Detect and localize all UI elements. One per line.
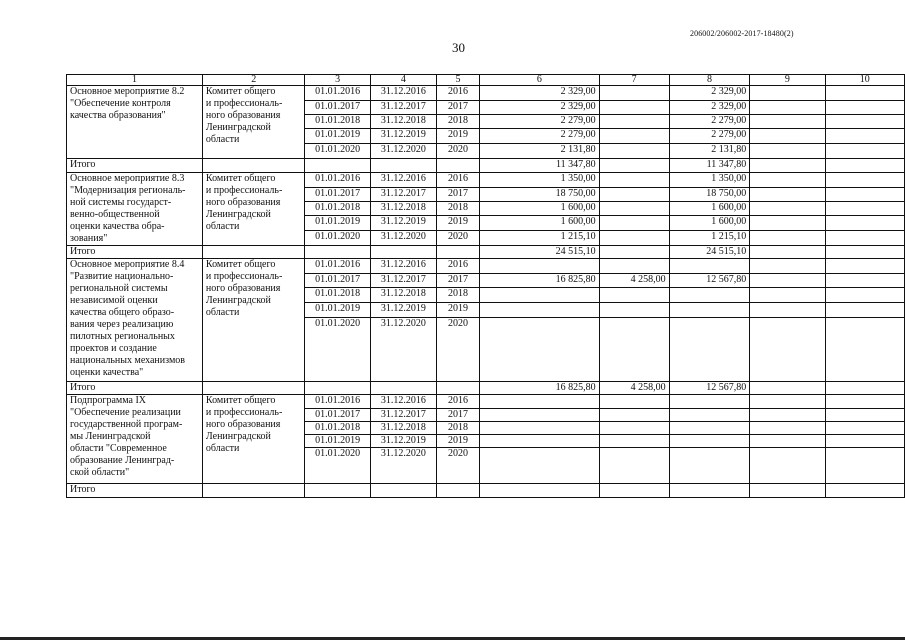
col9-cell [750,202,825,216]
year-cell: 2016 [436,173,479,188]
column-header: 4 [370,75,436,86]
col10-cell [825,86,904,101]
federal-amount-cell [599,395,669,409]
col9-cell [750,259,825,274]
start-date-cell: 01.01.2018 [305,115,370,129]
executor-cell: Комитет общего и профессиональ- ного образования Ленинградской области [202,259,305,382]
year-cell: 2020 [436,448,479,484]
federal-amount-cell [599,484,669,498]
total-amount-cell: 2 279,00 [480,115,599,129]
empty-cell [370,246,436,259]
regional-amount-cell: 12 567,80 [669,382,750,395]
total-label-cell: Итого [67,159,203,173]
table-row [67,173,905,188]
year-cell: 2018 [436,202,479,216]
regional-amount-cell [669,303,750,318]
end-date-cell: 31.12.2019 [370,303,436,318]
regional-amount-cell [669,259,750,274]
total-amount-cell: 2 329,00 [480,86,599,101]
total-amount-cell: 2 279,00 [480,129,599,144]
end-date-cell: 31.12.2016 [370,173,436,188]
executor-cell: Комитет общего и профессиональ- ного образования Ленинградской области [202,395,305,484]
total-amount-cell: 16 825,80 [480,274,599,288]
column-header: 8 [669,75,750,86]
total-amount-cell [480,303,599,318]
year-cell: 2018 [436,115,479,129]
column-header: 3 [305,75,370,86]
empty-cell [825,159,904,173]
start-date-cell: 01.01.2017 [305,274,370,288]
column-header: 1 [67,75,203,86]
regional-amount-cell: 2 329,00 [669,86,750,101]
year-cell: 2017 [436,188,479,202]
end-date-cell: 31.12.2020 [370,231,436,246]
column-numbers-row [67,75,905,86]
federal-amount-cell [599,115,669,129]
federal-amount-cell [599,202,669,216]
regional-amount-cell: 18 750,00 [669,188,750,202]
total-amount-cell: 16 825,80 [480,382,599,395]
total-amount-cell [480,422,599,435]
regional-amount-cell: 1 350,00 [669,173,750,188]
year-cell: 2020 [436,231,479,246]
col10-cell [825,144,904,159]
total-amount-cell: 1 350,00 [480,173,599,188]
regional-amount-cell: 12 567,80 [669,274,750,288]
year-cell: 2019 [436,129,479,144]
col10-cell [825,231,904,246]
federal-amount-cell [599,144,669,159]
federal-amount-cell [599,448,669,484]
start-date-cell: 01.01.2020 [305,318,370,382]
start-date-cell: 01.01.2019 [305,129,370,144]
col9-cell [750,188,825,202]
end-date-cell: 31.12.2020 [370,144,436,159]
federal-amount-cell [599,288,669,303]
regional-amount-cell: 11 347,80 [669,159,750,173]
col10-cell [825,129,904,144]
federal-amount-cell [599,259,669,274]
col9-cell [750,274,825,288]
start-date-cell: 01.01.2018 [305,422,370,435]
federal-amount-cell [599,159,669,173]
col10-cell [825,448,904,484]
total-row [67,246,905,259]
regional-amount-cell: 2 279,00 [669,129,750,144]
total-amount-cell: 1 600,00 [480,216,599,231]
end-date-cell: 31.12.2019 [370,435,436,448]
end-date-cell: 31.12.2017 [370,274,436,288]
column-header: 5 [436,75,479,86]
col9-cell [750,448,825,484]
year-cell: 2017 [436,274,479,288]
total-amount-cell: 11 347,80 [480,159,599,173]
empty-cell [436,484,479,498]
table-row [67,259,905,274]
year-cell: 2017 [436,409,479,422]
col10-cell [825,115,904,129]
federal-amount-cell [599,303,669,318]
empty-cell [202,159,305,173]
regional-amount-cell: 24 515,10 [669,246,750,259]
col9-cell [750,115,825,129]
empty-cell [202,246,305,259]
federal-amount-cell [599,129,669,144]
col9-cell [750,303,825,318]
total-amount-cell [480,395,599,409]
end-date-cell: 31.12.2016 [370,395,436,409]
year-cell: 2019 [436,303,479,318]
federal-amount-cell: 4 258,00 [599,274,669,288]
empty-cell [305,159,370,173]
col10-cell [825,216,904,231]
document-id: 206002/206002-2017-18480(2) [690,29,794,38]
year-cell: 2020 [436,318,479,382]
end-date-cell: 31.12.2017 [370,101,436,115]
col10-cell [825,274,904,288]
start-date-cell: 01.01.2017 [305,188,370,202]
total-amount-cell: 2 329,00 [480,101,599,115]
col10-cell [825,259,904,274]
end-date-cell: 31.12.2018 [370,422,436,435]
executor-cell: Комитет общего и профессиональ- ного образования Ленинградской области [202,86,305,159]
col10-cell [825,318,904,382]
end-date-cell: 31.12.2018 [370,288,436,303]
start-date-cell: 01.01.2019 [305,435,370,448]
col10-cell [825,173,904,188]
total-row [67,382,905,395]
regional-amount-cell [669,409,750,422]
empty-cell [202,382,305,395]
empty-cell [305,484,370,498]
start-date-cell: 01.01.2016 [305,86,370,101]
total-amount-cell [480,259,599,274]
regional-amount-cell: 2 131,80 [669,144,750,159]
start-date-cell: 01.01.2017 [305,409,370,422]
col9-cell [750,129,825,144]
start-date-cell: 01.01.2020 [305,231,370,246]
empty-cell [750,484,825,498]
col9-cell [750,216,825,231]
empty-cell [750,159,825,173]
regional-amount-cell [669,288,750,303]
year-cell: 2019 [436,216,479,231]
year-cell: 2016 [436,259,479,274]
regional-amount-cell: 2 279,00 [669,115,750,129]
start-date-cell: 01.01.2020 [305,448,370,484]
col9-cell [750,318,825,382]
page-number: 30 [452,40,465,55]
total-amount-cell [480,318,599,382]
federal-amount-cell [599,318,669,382]
col9-cell [750,144,825,159]
federal-amount-cell [599,101,669,115]
federal-amount-cell [599,409,669,422]
empty-cell [436,159,479,173]
end-date-cell: 31.12.2017 [370,188,436,202]
empty-cell [370,382,436,395]
column-header: 7 [599,75,669,86]
col9-cell [750,288,825,303]
col10-cell [825,188,904,202]
col10-cell [825,288,904,303]
empty-cell [436,246,479,259]
end-date-cell: 31.12.2016 [370,86,436,101]
total-amount-cell: 18 750,00 [480,188,599,202]
start-date-cell: 01.01.2018 [305,288,370,303]
total-amount-cell: 24 515,10 [480,246,599,259]
col9-cell [750,86,825,101]
col10-cell [825,422,904,435]
col9-cell [750,395,825,409]
end-date-cell: 31.12.2018 [370,202,436,216]
year-cell: 2018 [436,422,479,435]
year-cell: 2016 [436,395,479,409]
empty-cell [305,246,370,259]
federal-amount-cell [599,246,669,259]
table-row [67,86,905,101]
end-date-cell: 31.12.2019 [370,216,436,231]
year-cell: 2019 [436,435,479,448]
federal-amount-cell [599,435,669,448]
total-label-cell: Итого [67,382,203,395]
year-cell: 2016 [436,86,479,101]
federal-amount-cell [599,173,669,188]
federal-amount-cell: 4 258,00 [599,382,669,395]
col9-cell [750,435,825,448]
regional-amount-cell: 1 215,10 [669,231,750,246]
measure-name-cell: Основное мероприятие 8.2 "Обеспечение контроля качества образования" [67,86,203,159]
table-row [67,395,905,409]
regional-amount-cell [669,435,750,448]
total-label-cell: Итого [67,246,203,259]
regional-amount-cell: 1 600,00 [669,216,750,231]
federal-amount-cell [599,422,669,435]
col10-cell [825,435,904,448]
col10-cell [825,101,904,115]
year-cell: 2018 [436,288,479,303]
total-amount-cell [480,448,599,484]
start-date-cell: 01.01.2019 [305,216,370,231]
col10-cell [825,202,904,216]
empty-cell [370,159,436,173]
empty-cell [436,382,479,395]
col10-cell [825,395,904,409]
start-date-cell: 01.01.2019 [305,303,370,318]
regional-amount-cell [669,422,750,435]
measure-name-cell: Основное мероприятие 8.3 "Модернизация региональ- ной системы государст- венно-общественной оценки качества обра- зования" [67,173,203,246]
col10-cell [825,409,904,422]
regional-amount-cell [669,318,750,382]
column-header: 6 [480,75,599,86]
total-label-cell: Итого [67,484,203,498]
end-date-cell: 31.12.2018 [370,115,436,129]
measure-name-cell: Основное мероприятие 8.4 "Развитие национально- региональной системы независимой оценки качества общего образо- вания через реализацию пилотных региональных проектов и создание национальных механизмов оценки качества" [67,259,203,382]
regional-amount-cell: 2 329,00 [669,101,750,115]
regional-amount-cell [669,395,750,409]
total-amount-cell [480,409,599,422]
start-date-cell: 01.01.2017 [305,101,370,115]
executor-cell: Комитет общего и профессиональ- ного образования Ленинградской области [202,173,305,246]
empty-cell [825,484,904,498]
col9-cell [750,422,825,435]
funding-table [66,74,905,498]
end-date-cell: 31.12.2017 [370,409,436,422]
end-date-cell: 31.12.2019 [370,129,436,144]
empty-cell [370,484,436,498]
column-header: 9 [750,75,825,86]
measure-name-cell: Подпрограмма IX "Обеспечение реализации государственной програм- мы Ленинградской области "Современное образование Ленинград- ской области" [67,395,203,484]
regional-amount-cell [669,484,750,498]
empty-cell [750,382,825,395]
federal-amount-cell [599,216,669,231]
federal-amount-cell [599,86,669,101]
column-header: 2 [202,75,305,86]
regional-amount-cell [669,448,750,484]
start-date-cell: 01.01.2016 [305,259,370,274]
empty-cell [750,246,825,259]
total-amount-cell [480,288,599,303]
end-date-cell: 31.12.2016 [370,259,436,274]
regional-amount-cell: 1 600,00 [669,202,750,216]
federal-amount-cell [599,231,669,246]
end-date-cell: 31.12.2020 [370,318,436,382]
year-cell: 2017 [436,101,479,115]
year-cell: 2020 [436,144,479,159]
start-date-cell: 01.01.2018 [305,202,370,216]
start-date-cell: 01.01.2016 [305,395,370,409]
start-date-cell: 01.01.2020 [305,144,370,159]
total-amount-cell: 1 600,00 [480,202,599,216]
total-amount-cell: 1 215,10 [480,231,599,246]
total-amount-cell [480,484,599,498]
col9-cell [750,409,825,422]
total-amount-cell [480,435,599,448]
col9-cell [750,173,825,188]
start-date-cell: 01.01.2016 [305,173,370,188]
total-row [67,159,905,173]
total-amount-cell: 2 131,80 [480,144,599,159]
total-row [67,484,905,498]
empty-cell [305,382,370,395]
empty-cell [825,382,904,395]
federal-amount-cell [599,188,669,202]
empty-cell [202,484,305,498]
col10-cell [825,303,904,318]
column-header: 10 [825,75,904,86]
col9-cell [750,231,825,246]
end-date-cell: 31.12.2020 [370,448,436,484]
empty-cell [825,246,904,259]
col9-cell [750,101,825,115]
